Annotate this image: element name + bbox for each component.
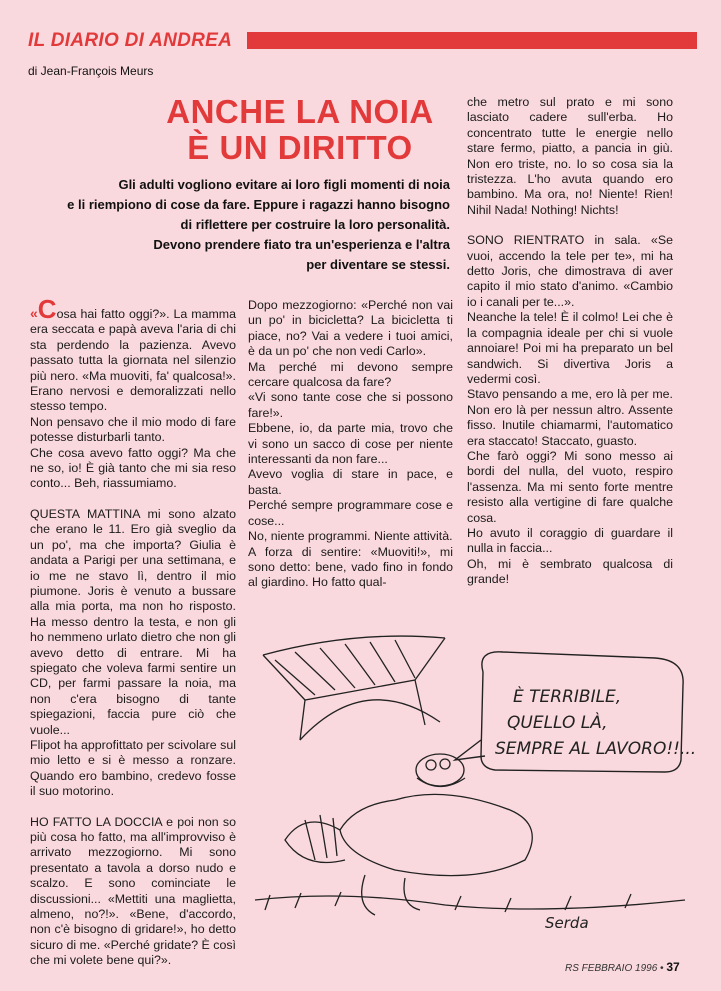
rubric-bar bbox=[247, 32, 697, 49]
subtitle-line: per diventare se stessi. bbox=[306, 257, 450, 272]
section-rubric: IL DIARIO DI ANDREA bbox=[28, 30, 233, 51]
article-subtitle bbox=[40, 175, 450, 275]
magazine-issue: RS FEBBRAIO 1996 • bbox=[565, 963, 664, 974]
title-line-2: È UN DIRITTO bbox=[187, 129, 413, 166]
paragraph: Ebbene, io, da parte mia, trovo che vi sono un sacco di cose per niente interessanti da non fare... bbox=[248, 421, 453, 467]
speech-line-3: SEMPRE AL LAVORO!!... bbox=[495, 739, 697, 759]
run-in-heading: HO FATTO LA DOCCIA bbox=[30, 814, 162, 829]
cartoonist-signature: Serda bbox=[545, 914, 589, 932]
paragraph-text: osa hai fatto oggi?». La mamma era seccata e papà aveva l'aria di chi sta perdendo la pazienza. Avevo passato tutta la giornata nel silenzio più nero. «Ma muoviti, fa' qualcosa!». Erano nervosi e demoralizzati nello stesso tempo. bbox=[30, 307, 236, 414]
subtitle-line: Devono prendere fiato tra un'esperienza e l'altra bbox=[153, 237, 450, 252]
title-line-1: ANCHE LA NOIA bbox=[166, 93, 434, 130]
paragraph: Flipot ha approfittato per scivolare sul mio letto e si è messo a ronzare. Quando ero bambino, credevo fosse il suo motorino. bbox=[30, 737, 236, 799]
paragraph bbox=[30, 507, 236, 738]
cartoon-illustration bbox=[245, 610, 700, 940]
text-column-1 bbox=[30, 294, 236, 969]
text-column-2 bbox=[248, 298, 453, 591]
paragraph-text: in sala. «Se vuoi, accendo la tele per te», mi ha detto Joris, che dimostrava di aver capito il mio stato d'animo. «Cambio io i canali per te...». bbox=[467, 233, 673, 309]
run-in-heading: QUESTA MATTINA bbox=[30, 506, 140, 521]
drop-cap: C bbox=[37, 294, 57, 324]
speech-line-1: È TERRIBILE, bbox=[513, 687, 622, 707]
hammock-drawing bbox=[263, 636, 445, 740]
text-column-3 bbox=[467, 95, 673, 588]
subtitle-line: e li riempiono di cose da fare. Eppure i ragazzi hanno bisogno bbox=[67, 197, 450, 212]
subtitle-line: Gli adulti vogliono evitare ai loro figli momenti di noia bbox=[118, 177, 450, 192]
paragraph: Dopo mezzogiorno: «Perché non vai un po' in bicicletta? La bicicletta ti piace, no? Vai a vedere i tuoi amici, è da un po' che non vedi Carlo». bbox=[248, 298, 453, 359]
paragraph bbox=[30, 294, 236, 415]
open-quote: « bbox=[30, 305, 38, 321]
speech-line-2: QUELLO LÀ, bbox=[507, 713, 608, 733]
paragraph-text: e poi non so più cosa ho fatto, ma all'improvviso è arrivato mezzogiorno. Mi sono presentato a tavola a dorso nudo e scalzo. E sono cominciate le discussioni... «Mettiti una maglietta, almeno, no?!». «Bene, d'accordo, non c'è bisogno di gridare!», ho detto sicuro di me. «Perché gridate? È così che mi volete bene qui?». bbox=[30, 814, 236, 968]
lying-character-drawing bbox=[255, 754, 685, 915]
paragraph: Ho avuto il coraggio di guardare il nulla in faccia... bbox=[467, 525, 673, 556]
byline: di Jean-François Meurs bbox=[28, 64, 154, 78]
paragraph: Avevo voglia di stare in pace, e basta. bbox=[248, 467, 453, 497]
paragraph: Perché sempre programmare cose e cose... bbox=[248, 498, 453, 528]
article-title bbox=[150, 94, 450, 166]
paragraph: Che cosa avevo fatto oggi? Ma che ne so, io! È già tanto che mi sia reso conto... Beh, riassumiamo. bbox=[30, 445, 236, 491]
paragraph: Stavo pensando a me, ero là per me. Non ero là per nessun altro. Assente fisso. Inutile chiamarmi, l'automatico era staccato! Staccato, guasto. bbox=[467, 387, 673, 448]
paragraph: Che farò oggi? Mi sono messo ai bordi del nulla, del vuoto, respiro l'assenza. Ma mi sento forte mentre resisto alla vertigine di fare qualche cosa. bbox=[467, 448, 673, 525]
paragraph bbox=[467, 233, 673, 310]
paragraph: Neanche la tele! È il colmo! Lei che è la compagnia ideale per chi si vuole annoiare! Poi mi ha preparato un bel sandwich. Si divertiva Joris a vedermi così. bbox=[467, 310, 673, 386]
paragraph: A forza di sentire: «Muoviti!», mi sono detto: bene, vado fino in fondo al giardino. Ho fatto qual- bbox=[248, 544, 453, 590]
paragraph: Ma perché mi devono sempre cercare qualcosa da fare? bbox=[248, 359, 453, 390]
paragraph: «Vi sono tante cose che si possono fare!». bbox=[248, 390, 453, 420]
page-number: 37 bbox=[666, 960, 680, 974]
paragraph: Non pensavo che il mio modo di fare potesse disturbarli tanto. bbox=[30, 414, 236, 445]
paragraph bbox=[30, 815, 236, 969]
paragraph: Oh, mi è sembrato qualcosa di grande! bbox=[467, 556, 673, 587]
run-in-heading: SONO RIENTRATO bbox=[467, 233, 585, 248]
paragraph-text: mi sono alzato che erano le 11. Ero già sveglio da un po', ma che importa? Giulia è andata a Parigi per una settimana, e io me ne stavo lì, dentro il mio piumone. Joris è venuto a bussare alla mia porta, ma non ho risposto. Ha messo dentro la testa, e non gli ho nemmeno urlato dietro che non gli avevo detto di entrare. Mi ha spiegato che voleva farmi sentire un CD, per farmi passare la noia, ma non c'era bisogno di tante spiegazioni, faccia pure ciò che vuole... bbox=[30, 506, 236, 737]
paragraph: che metro sul prato e mi sono lasciato cadere sull'erba. Ho concentrato tutte le energie nello stare fermo, piatto, a pancia in giù. Non ero triste, no. Io so cosa sia la tristezza. L'ho avuta quando ero bambino. Ma ora, no! Niente! Rien! Nihil Nada! Nothing! Nichts! bbox=[467, 95, 673, 217]
page-footer bbox=[565, 960, 680, 974]
subtitle-line: di riflettere per costruire la loro personalità. bbox=[180, 217, 450, 232]
paragraph: No, niente programmi. Niente attività. bbox=[248, 529, 453, 544]
